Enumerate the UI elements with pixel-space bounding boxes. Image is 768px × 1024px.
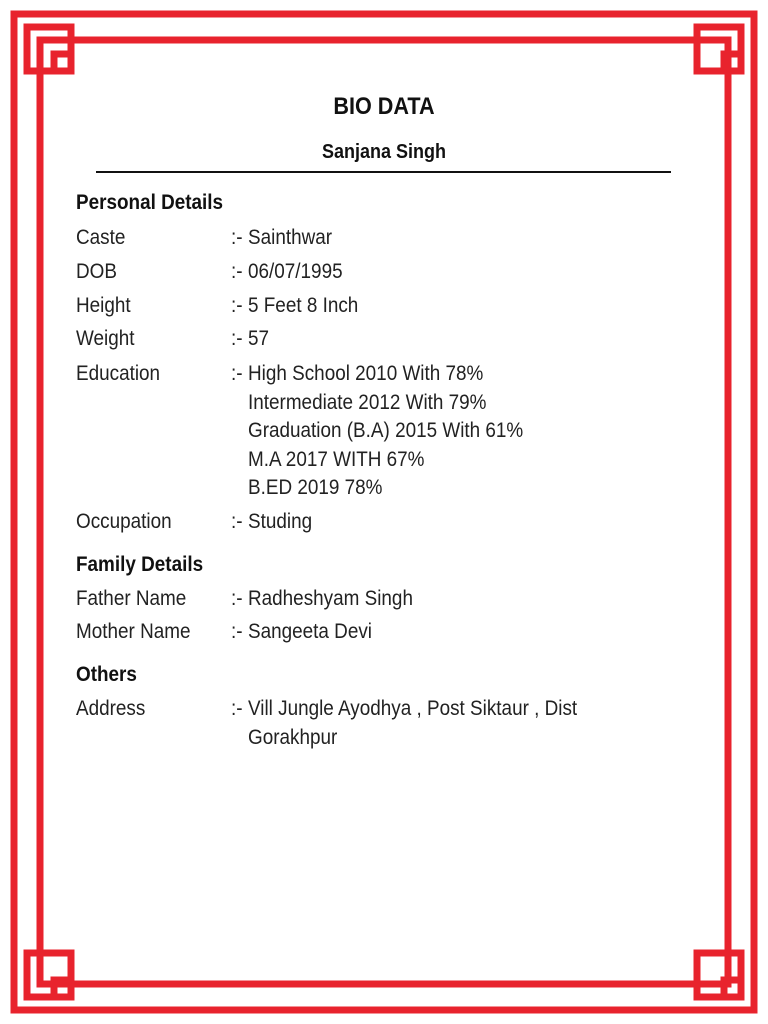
detail-value: M.A 2017 WITH 67% bbox=[248, 447, 425, 471]
detail-label: Occupation bbox=[76, 510, 172, 533]
title-divider bbox=[96, 171, 671, 173]
detail-value: Radheshyam Singh bbox=[248, 587, 413, 610]
detail-value: B.ED 2019 78% bbox=[248, 476, 383, 499]
detail-value: High School 2010 With 78% bbox=[248, 362, 484, 385]
separator: :- bbox=[231, 294, 243, 317]
section-heading-family-details: Family Details bbox=[76, 553, 204, 576]
person-name: Sanjana Singh bbox=[321, 141, 447, 163]
separator: :- bbox=[231, 260, 243, 283]
detail-value: Sainthwar bbox=[248, 226, 333, 249]
detail-label: Caste bbox=[76, 226, 126, 249]
detail-value: 5 Feet 8 Inch bbox=[248, 294, 359, 317]
separator: :- bbox=[231, 620, 243, 643]
detail-value: Studing bbox=[248, 510, 313, 533]
detail-value: Graduation (B.A) 2015 With 61% bbox=[248, 419, 524, 442]
detail-value: 57 bbox=[248, 327, 270, 350]
detail-label: Height bbox=[76, 294, 131, 317]
detail-value: Gorakhpur bbox=[248, 725, 338, 749]
detail-value: Vill Jungle Ayodhya , Post Siktaur , Dist bbox=[248, 697, 578, 720]
detail-label: Weight bbox=[76, 327, 135, 350]
separator: :- bbox=[231, 362, 243, 385]
section-heading-others: Others bbox=[76, 663, 137, 686]
separator: :- bbox=[231, 697, 243, 720]
detail-value: 06/07/1995 bbox=[248, 260, 343, 283]
detail-label: Father Name bbox=[76, 587, 187, 610]
document-title: BIO DATA bbox=[333, 93, 435, 120]
section-heading-personal-details: Personal Details bbox=[76, 191, 224, 214]
separator: :- bbox=[231, 587, 243, 610]
separator: :- bbox=[231, 327, 243, 350]
detail-label: DOB bbox=[76, 260, 117, 283]
separator: :- bbox=[231, 510, 243, 533]
detail-label: Education bbox=[76, 362, 161, 385]
detail-value: Sangeeta Devi bbox=[248, 620, 372, 643]
separator: :- bbox=[231, 226, 243, 249]
detail-label: Address bbox=[76, 697, 146, 720]
detail-value: Intermediate 2012 With 79% bbox=[248, 390, 487, 414]
detail-label: Mother Name bbox=[76, 620, 191, 643]
